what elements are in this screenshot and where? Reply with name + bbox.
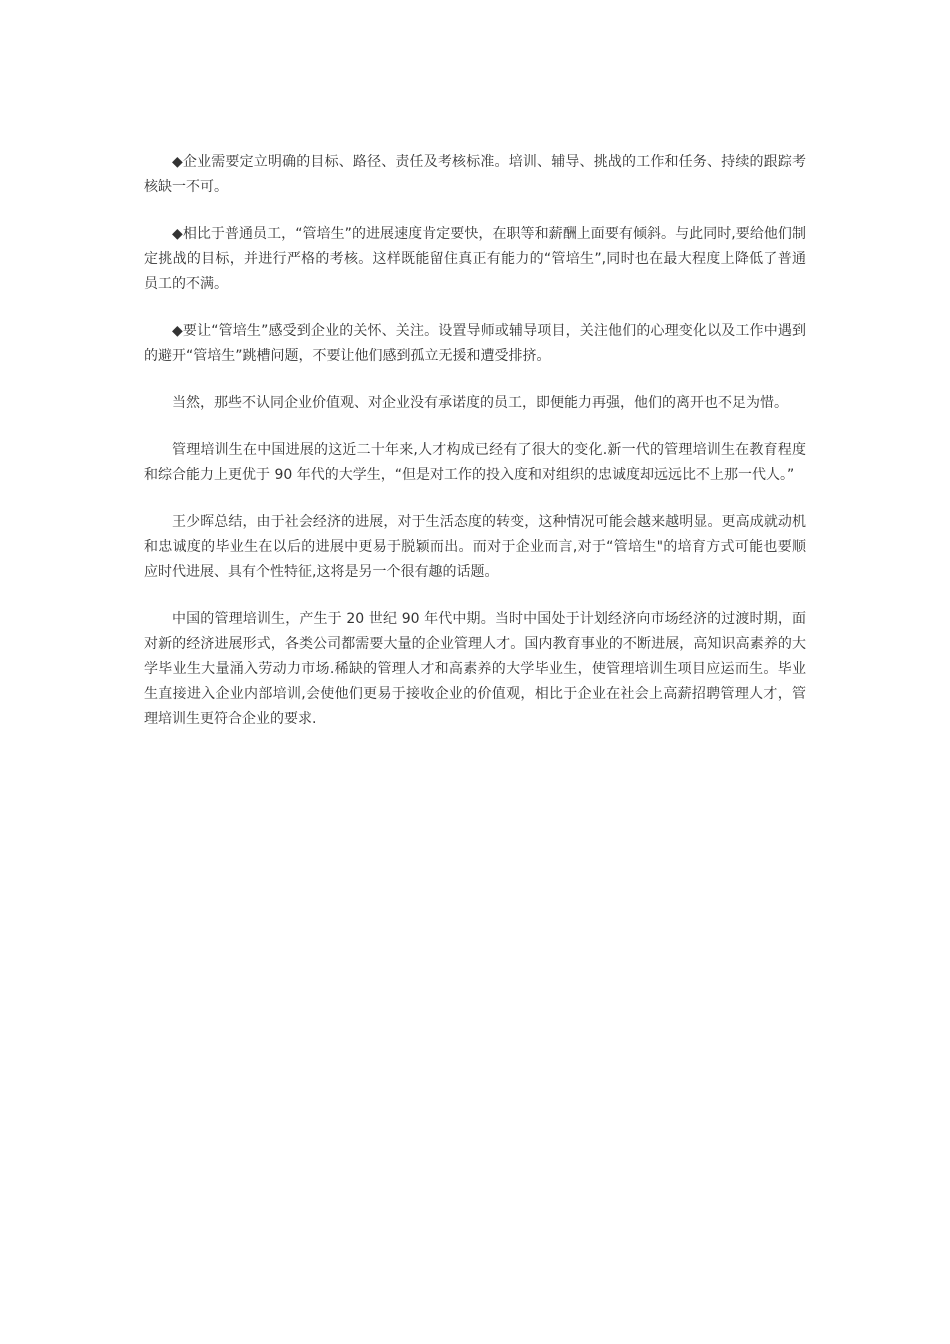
document-body [144,150,806,754]
paragraph-pace-and-pay: ◆相比于普通员工，“管培生”的进展速度肯定要快，在职等和薪酬上面要有倾斜。与此同时,要给他们制定挑战的目标，并进行严格的考核。这样既能留住真正有能力的“管培生”,同时也在最大程度上降低了普通员工的不满。 [144,226,806,292]
paragraph-values-commitment: 当然，那些不认同企业价值观、对企业没有承诺度的员工，即便能力再强，他们的离开也不足为惜。 [172,395,788,411]
paragraph-summary: 王少晖总结，由于社会经济的进展，对于生活态度的转变，这种情况可能会越来越明显。更高成就动机和忠诚度的毕业生在以后的进展中更易于脱颖而出。而对于企业而言,对于“管培生"的培育方式可能也要顺应时代进展、具有个性特征,这将是另一个很有趣的话题。 [144,514,806,580]
paragraph-origin: 中国的管理培训生，产生于 20 世纪 90 年代中期。当时中国处于计划经济向市场经济的过渡时期，面对新的经济进展形式，各类公司都需要大量的企业管理人才。国内教育事业的不断进展，高知识高素养的大学毕业生大量涌入劳动力市场.稀缺的管理人才和高素养的大学毕业生，使管理培训生项目应运而生。毕业生直接进入企业内部培训,会使他们更易于接收企业的价值观，相比于企业在社会上高薪招聘管理人才，管理培训生更符合企业的要求. [144,611,806,727]
paragraph-talent-change: 管理培训生在中国进展的这近二十年来,人才构成已经有了很大的变化.新一代的管理培训生在教育程度和综合能力上更优于 90 年代的大学生，“但是对工作的投入度和对组织的忠诚度却远远比不上那一代人。” [144,442,806,483]
paragraph-goals: ◆企业需要定立明确的目标、路径、责任及考核标准。培训、辅导、挑战的工作和任务、持续的跟踪考核缺一不可。 [144,154,806,195]
paragraph-care-and-attention: ◆要让“管培生”感受到企业的关怀、关注。设置导师或辅导项目，关注他们的心理变化以及工作中遇到的避开“管培生”跳槽问题，不要让他们感到孤立无援和遭受排挤。 [144,323,806,364]
